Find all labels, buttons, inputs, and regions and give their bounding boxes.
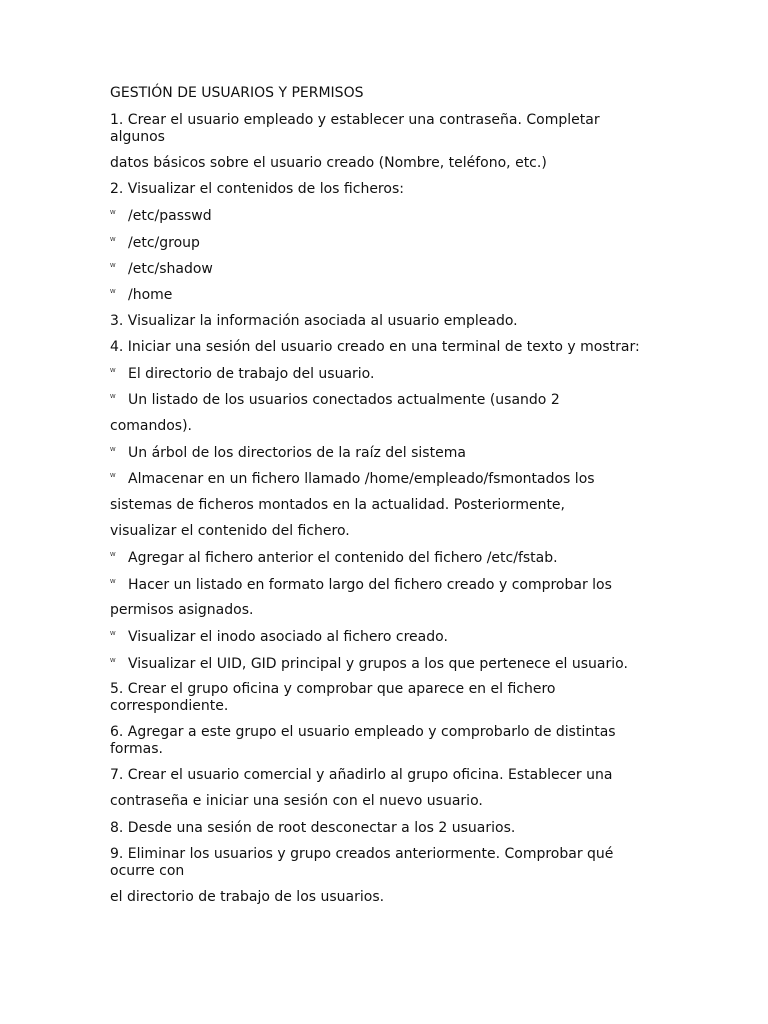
bullet-text: /home bbox=[128, 287, 173, 303]
bullet-icon: ᵂ bbox=[110, 263, 116, 273]
bullet-text: Hacer un listado en formato largo del fichero creado y comprobar los bbox=[128, 577, 612, 593]
bullet-text: Un listado de los usuarios conectados actualmente (usando 2 bbox=[128, 392, 560, 408]
bullet-icon: ᵂ bbox=[110, 658, 116, 668]
bullet-text: /etc/shadow bbox=[128, 261, 213, 277]
document-title: GESTIÓN DE USUARIOS Y PERMISOS bbox=[110, 85, 364, 101]
bullet-item bbox=[110, 470, 650, 488]
bullet-text: Almacenar en un fichero llamado /home/empleado/fsmontados los bbox=[128, 471, 595, 487]
bullet-continuation: comandos). bbox=[110, 418, 193, 434]
bullet-text: Agregar al fichero anterior el contenido del fichero /etc/fstab. bbox=[128, 550, 558, 566]
item-7-text: 7. Crear el usuario comercial y añadirlo al grupo oficina. Establecer una bbox=[110, 767, 613, 783]
bullet-icon: ᵂ bbox=[110, 237, 116, 247]
bullet-icon: ᵂ bbox=[110, 368, 116, 378]
bullet-item bbox=[110, 260, 650, 278]
item-6-text: 6. Agregar a este grupo el usuario empleado y comprobarlo de distintas formas. bbox=[110, 724, 616, 757]
bullet-icon: ᵂ bbox=[110, 631, 116, 641]
bullet-item bbox=[110, 207, 650, 225]
bullet-text: Visualizar el UID, GID principal y grupos a los que pertenece el usuario. bbox=[128, 656, 628, 672]
item-8-text: 8. Desde una sesión de root desconectar a los 2 usuarios. bbox=[110, 820, 516, 836]
item-4-text: 4. Iniciar una sesión del usuario creado en una terminal de texto y mostrar: bbox=[110, 339, 640, 355]
bullet-item bbox=[110, 549, 650, 567]
item-2-text: 2. Visualizar el contenidos de los ficheros: bbox=[110, 181, 404, 197]
bullet-continuation: sistemas de ficheros montados en la actualidad. Posteriormente, bbox=[110, 497, 565, 513]
item-5-text: 5. Crear el grupo oficina y comprobar que aparece en el fichero correspondiente. bbox=[110, 681, 556, 714]
item-7-continuation: contraseña e iniciar una sesión con el nuevo usuario. bbox=[110, 793, 483, 809]
bullet-continuation: visualizar el contenido del fichero. bbox=[110, 523, 350, 539]
bullet-continuation: permisos asignados. bbox=[110, 602, 254, 618]
bullet-text: Visualizar el inodo asociado al fichero creado. bbox=[128, 629, 448, 645]
bullet-icon: ᵂ bbox=[110, 289, 116, 299]
item-9-continuation: el directorio de trabajo de los usuarios. bbox=[110, 889, 385, 905]
bullet-icon: ᵂ bbox=[110, 210, 116, 220]
bullet-text: /etc/group bbox=[128, 235, 200, 251]
bullet-item bbox=[110, 391, 650, 409]
item-1-continuation: datos básicos sobre el usuario creado (Nombre, teléfono, etc.) bbox=[110, 155, 547, 171]
bullet-icon: ᵂ bbox=[110, 473, 116, 483]
bullet-text: /etc/passwd bbox=[128, 208, 212, 224]
bullet-icon: ᵂ bbox=[110, 394, 116, 404]
bullet-item bbox=[110, 444, 650, 462]
bullet-item bbox=[110, 655, 650, 673]
bullet-icon: ᵂ bbox=[110, 552, 116, 562]
bullet-item bbox=[110, 628, 650, 646]
item-9-text: 9. Eliminar los usuarios y grupo creados anteriormente. Comprobar qué ocurre con bbox=[110, 846, 614, 879]
bullet-text: Un árbol de los directorios de la raíz del sistema bbox=[128, 445, 466, 461]
bullet-icon: ᵂ bbox=[110, 447, 116, 457]
bullet-item bbox=[110, 286, 650, 304]
bullet-text: El directorio de trabajo del usuario. bbox=[128, 366, 375, 382]
item-3-text: 3. Visualizar la información asociada al usuario empleado. bbox=[110, 313, 518, 329]
bullet-item bbox=[110, 576, 650, 594]
bullet-icon: ᵂ bbox=[110, 579, 116, 589]
bullet-item bbox=[110, 365, 650, 383]
bullet-item bbox=[110, 234, 650, 252]
item-1-text: 1. Crear el usuario empleado y establecer una contraseña. Completar algunos bbox=[110, 112, 600, 145]
